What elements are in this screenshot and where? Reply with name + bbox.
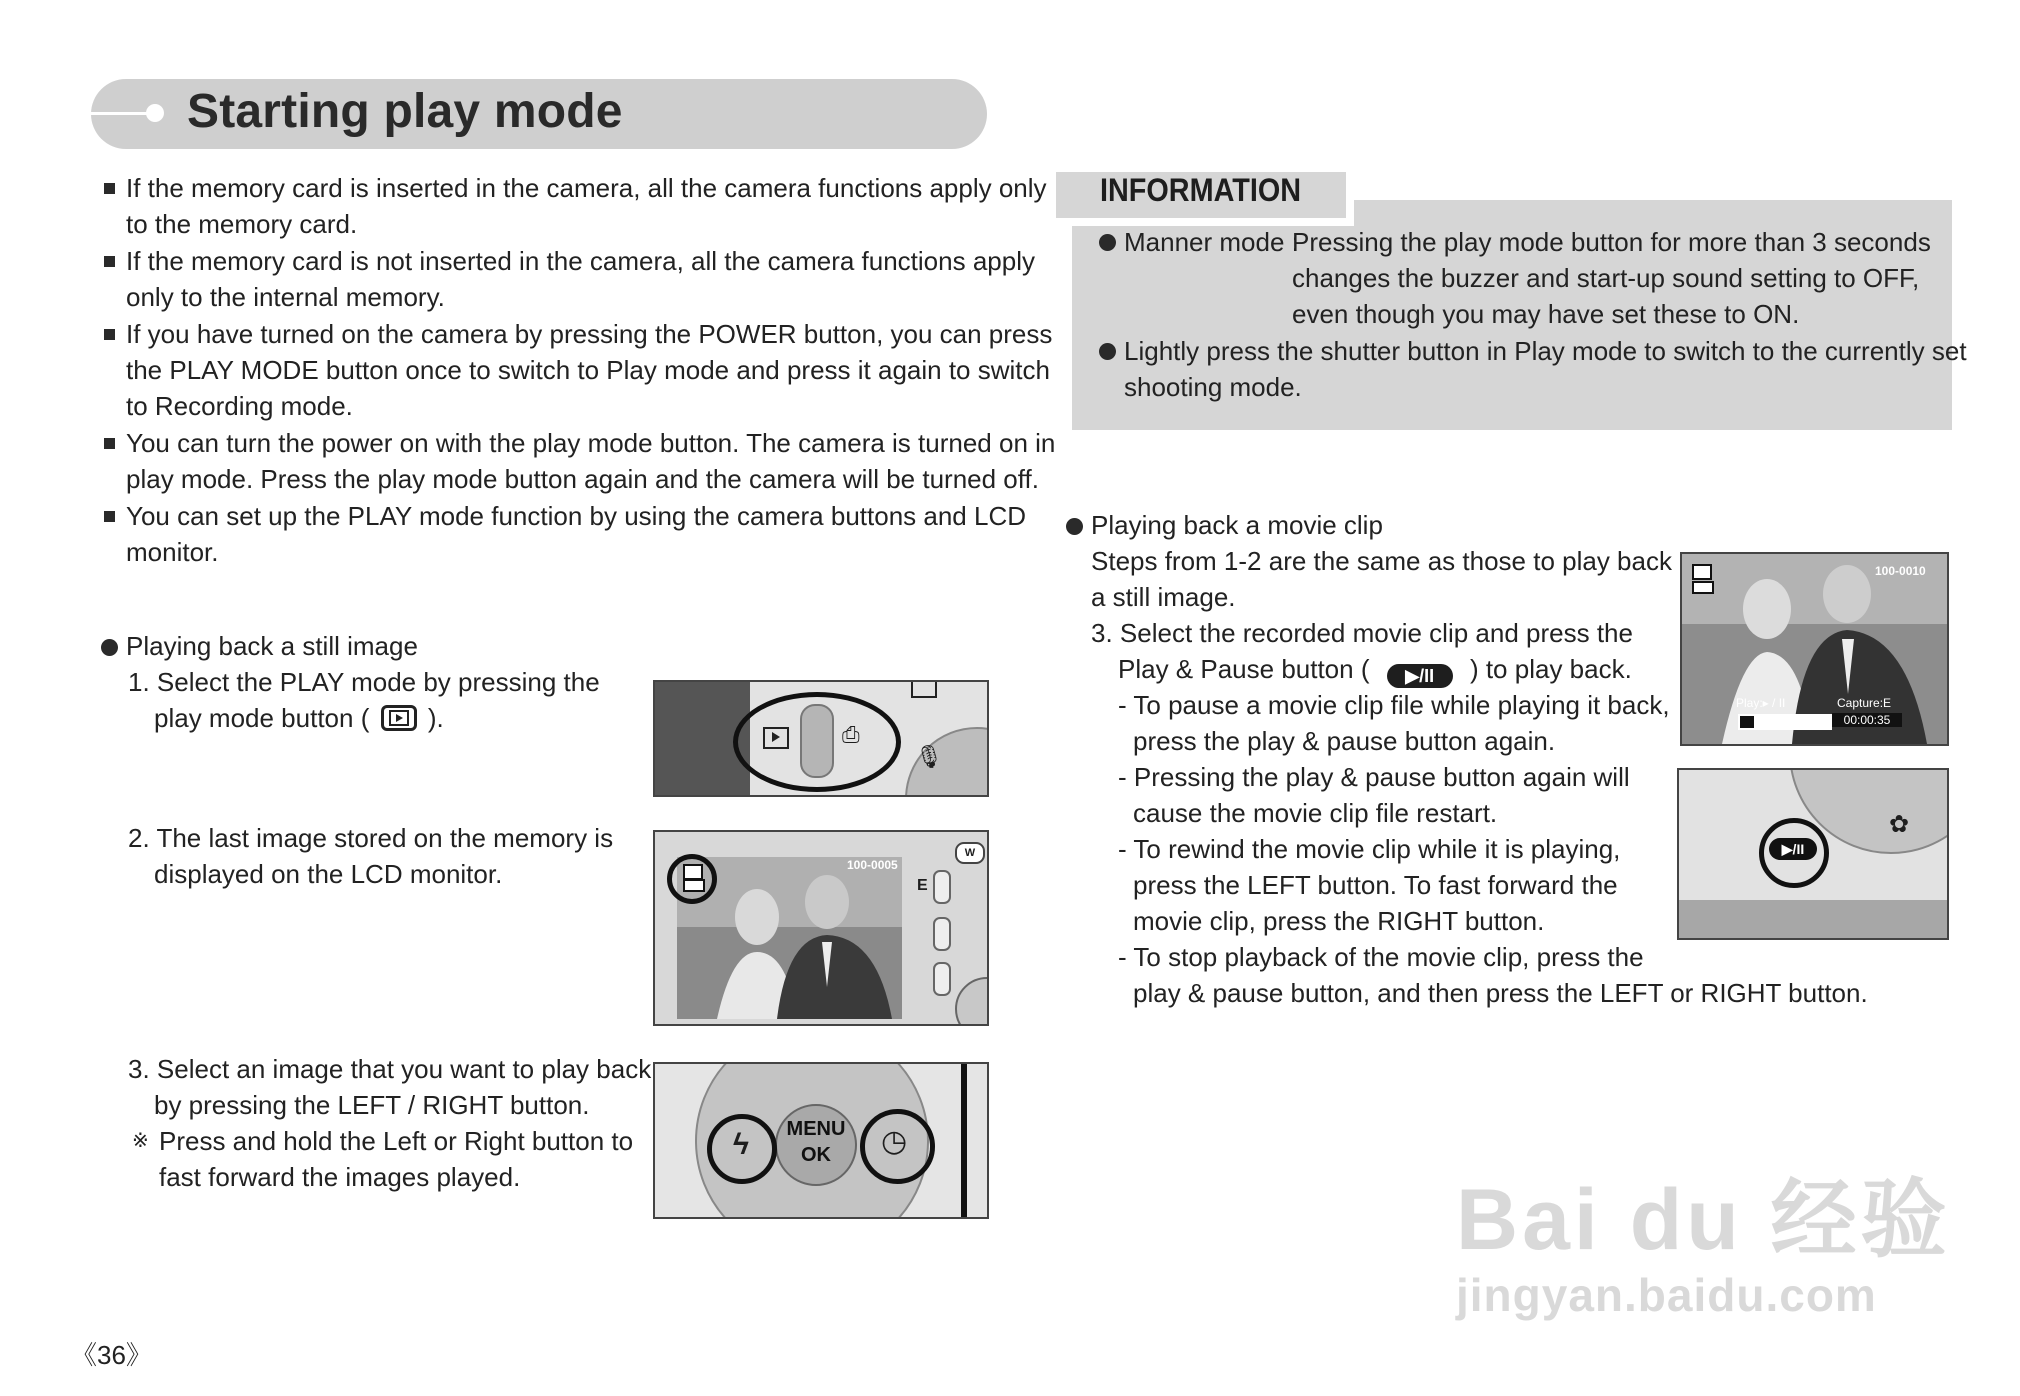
movie-step3-end: ) to play back. xyxy=(1469,654,1632,684)
camera-top-figure xyxy=(653,680,989,797)
play-pause-figure xyxy=(1677,768,1949,940)
bullet-square-icon xyxy=(104,183,115,194)
movie-sub-1-line-1: - To pause a movie clip file while playing it back, xyxy=(1118,690,1670,720)
title-line-decoration xyxy=(91,112,153,115)
note-line-2: fast forward the images played. xyxy=(159,1162,521,1192)
left-bullet-3-line-2: the PLAY MODE button once to switch to Play mode and press it again to switch xyxy=(126,355,1050,385)
still-step3-line-2: by pressing the LEFT / RIGHT button. xyxy=(154,1090,590,1120)
left-bullet-2-line-2: only to the internal memory. xyxy=(126,282,445,312)
left-bullet-2-line-1: If the memory card is not inserted in the camera, all the camera functions apply xyxy=(126,246,1035,276)
note-line-1: Press and hold the Left or Right button to xyxy=(159,1126,634,1156)
bullet-dot-icon xyxy=(1066,518,1083,535)
left-bullet-5-line-2: monitor. xyxy=(126,537,219,567)
ok-label: OK xyxy=(801,1144,831,1166)
bullet-dot-icon xyxy=(1099,234,1116,251)
highlight-circle xyxy=(733,692,901,792)
bullet-dot-icon xyxy=(101,639,118,656)
movie-heading: Playing back a movie clip xyxy=(1091,510,1383,540)
movie-lcd-play-label: Play:▸ / II xyxy=(1736,696,1786,710)
movie-sub-3-line-2: press the LEFT button. To fast forward the xyxy=(1133,870,1618,900)
movie-lcd-capture-label: Capture:E xyxy=(1837,696,1892,710)
note-mark: ※ xyxy=(132,1130,149,1152)
movie-lcd-time: 00:00:35 xyxy=(1832,713,1902,727)
bullet-square-icon xyxy=(104,438,115,449)
movie-sub-4-line-1: - To stop playback of the movie clip, press the xyxy=(1118,942,1644,972)
left-bullet-1-line-2: to the memory card. xyxy=(126,209,358,239)
still-step1-line-1: 1. Select the PLAY mode by pressing the xyxy=(128,667,600,697)
info-item-1-line-2: changes the buzzer and start-up sound setting to OFF, xyxy=(1292,263,1920,293)
movie-lcd-battery-icon xyxy=(1692,581,1714,594)
w-zoom-button: W xyxy=(955,842,985,864)
movie-sub-4-line-2: play & pause button, and then press the LEFT or RIGHT button. xyxy=(1133,978,1868,1008)
side-button xyxy=(933,917,951,951)
left-bullet-4-line-1: You can turn the power on with the play mode button. The camera is turned on in xyxy=(126,428,1056,458)
movie-sub-3-line-3: movie clip, press the RIGHT button. xyxy=(1133,906,1545,936)
menu-label: MENU xyxy=(786,1118,846,1140)
edge-line xyxy=(961,1064,967,1217)
movie-progress-bar xyxy=(1738,714,1832,730)
voice-memo-icon xyxy=(911,682,937,698)
microphone-icon: 🎙 xyxy=(915,744,943,769)
highlight-circle xyxy=(667,854,717,904)
left-bullet-3-line-1: If you have turned on the camera by pressing the POWER button, you can press xyxy=(126,319,1053,349)
still-step1-text: play mode button ( xyxy=(154,703,370,733)
lcd-file-number: 100-0005 xyxy=(847,858,898,872)
info-item-2-line-2: shooting mode. xyxy=(1124,372,1302,402)
camera-dial-figure xyxy=(653,1062,989,1219)
info-item-1-line-1: Pressing the play mode button for more than 3 seconds xyxy=(1292,227,1931,257)
movie-intro-line-1: Steps from 1-2 are the same as those to play back xyxy=(1091,546,1672,576)
still-step1-close: ). xyxy=(427,703,444,733)
left-bullet-5-line-1: You can set up the PLAY mode function by using the camera buttons and LCD xyxy=(126,501,1026,531)
camera-lcd-figure xyxy=(653,830,989,1026)
e-label: E xyxy=(917,877,928,894)
menu-ok-button xyxy=(775,1104,857,1186)
information-title: INFORMATION xyxy=(1100,172,1302,208)
still-step1-line-2 xyxy=(154,700,444,737)
still-step2-line-1: 2. The last image stored on the memory is xyxy=(128,823,614,853)
dial-wheel xyxy=(955,977,989,1026)
macro-icon: ✿ xyxy=(1889,811,1910,838)
info-item-1-line-3: even though you may have set these to ON. xyxy=(1292,299,1800,329)
movie-sub-2-line-2: cause the movie clip file restart. xyxy=(1133,798,1498,828)
highlight-circle xyxy=(1759,818,1829,888)
movie-step3-text: Play & Pause button ( xyxy=(1118,654,1370,684)
bullet-square-icon xyxy=(104,511,115,522)
movie-sub-2-line-1: - Pressing the play & pause button again will xyxy=(1118,762,1630,792)
title-dot-decoration xyxy=(146,104,164,122)
side-button xyxy=(933,962,951,996)
bullet-square-icon xyxy=(104,256,115,267)
play-pause-button-icon: ▶/II xyxy=(1387,664,1453,688)
flash-icon: ϟ xyxy=(733,1128,749,1161)
movie-intro-line-2: a still image. xyxy=(1091,582,1236,612)
info-item-1-label: Manner mode : xyxy=(1124,227,1299,257)
camera-bottom-edge xyxy=(1679,900,1947,938)
movie-step3-line-1: 3. Select the recorded movie clip and press the xyxy=(1091,618,1633,648)
side-button xyxy=(933,870,951,904)
movie-lcd-figure xyxy=(1680,552,1949,746)
info-item-2-line-1: Lightly press the shutter button in Play mode to switch to the currently set xyxy=(1124,336,1967,366)
play-mode-button-icon xyxy=(381,705,417,731)
self-timer-icon: ◷ xyxy=(881,1125,908,1158)
bullet-dot-icon xyxy=(1099,343,1116,360)
movie-lcd-file-number: 100-0010 xyxy=(1875,564,1926,578)
movie-sub-3-line-1: - To rewind the movie clip while it is playing, xyxy=(1118,834,1621,864)
left-bullet-3-line-3: to Recording mode. xyxy=(126,391,353,421)
left-bullet-4-line-2: play mode. Press the play mode button again and the camera will be turned off. xyxy=(126,464,1039,494)
still-image-heading: Playing back a still image xyxy=(126,631,418,661)
watermark-url: jingyan.baidu.com xyxy=(1456,1269,1877,1321)
still-step3-line-1: 3. Select an image that you want to play back xyxy=(128,1054,652,1084)
movie-sub-1-line-2: press the play & pause button again. xyxy=(1133,726,1556,756)
print-icon: ⎙ xyxy=(842,722,860,747)
page-number: 《36》 xyxy=(71,1340,152,1370)
movie-progress-fill xyxy=(1740,716,1754,728)
still-step2-line-2: displayed on the LCD monitor. xyxy=(154,859,503,889)
watermark-brand: Bai du 经验 xyxy=(1456,1172,1951,1268)
bullet-square-icon xyxy=(104,329,115,340)
movie-lcd-play-icon xyxy=(1692,564,1712,580)
play-pause-button: ▶/II xyxy=(1769,838,1817,860)
left-bullet-1-line-1: If the memory card is inserted in the camera, all the camera functions apply only xyxy=(126,173,1047,203)
movie-step3-line-2 xyxy=(1118,651,1632,688)
page-title: Starting play mode xyxy=(187,85,623,138)
